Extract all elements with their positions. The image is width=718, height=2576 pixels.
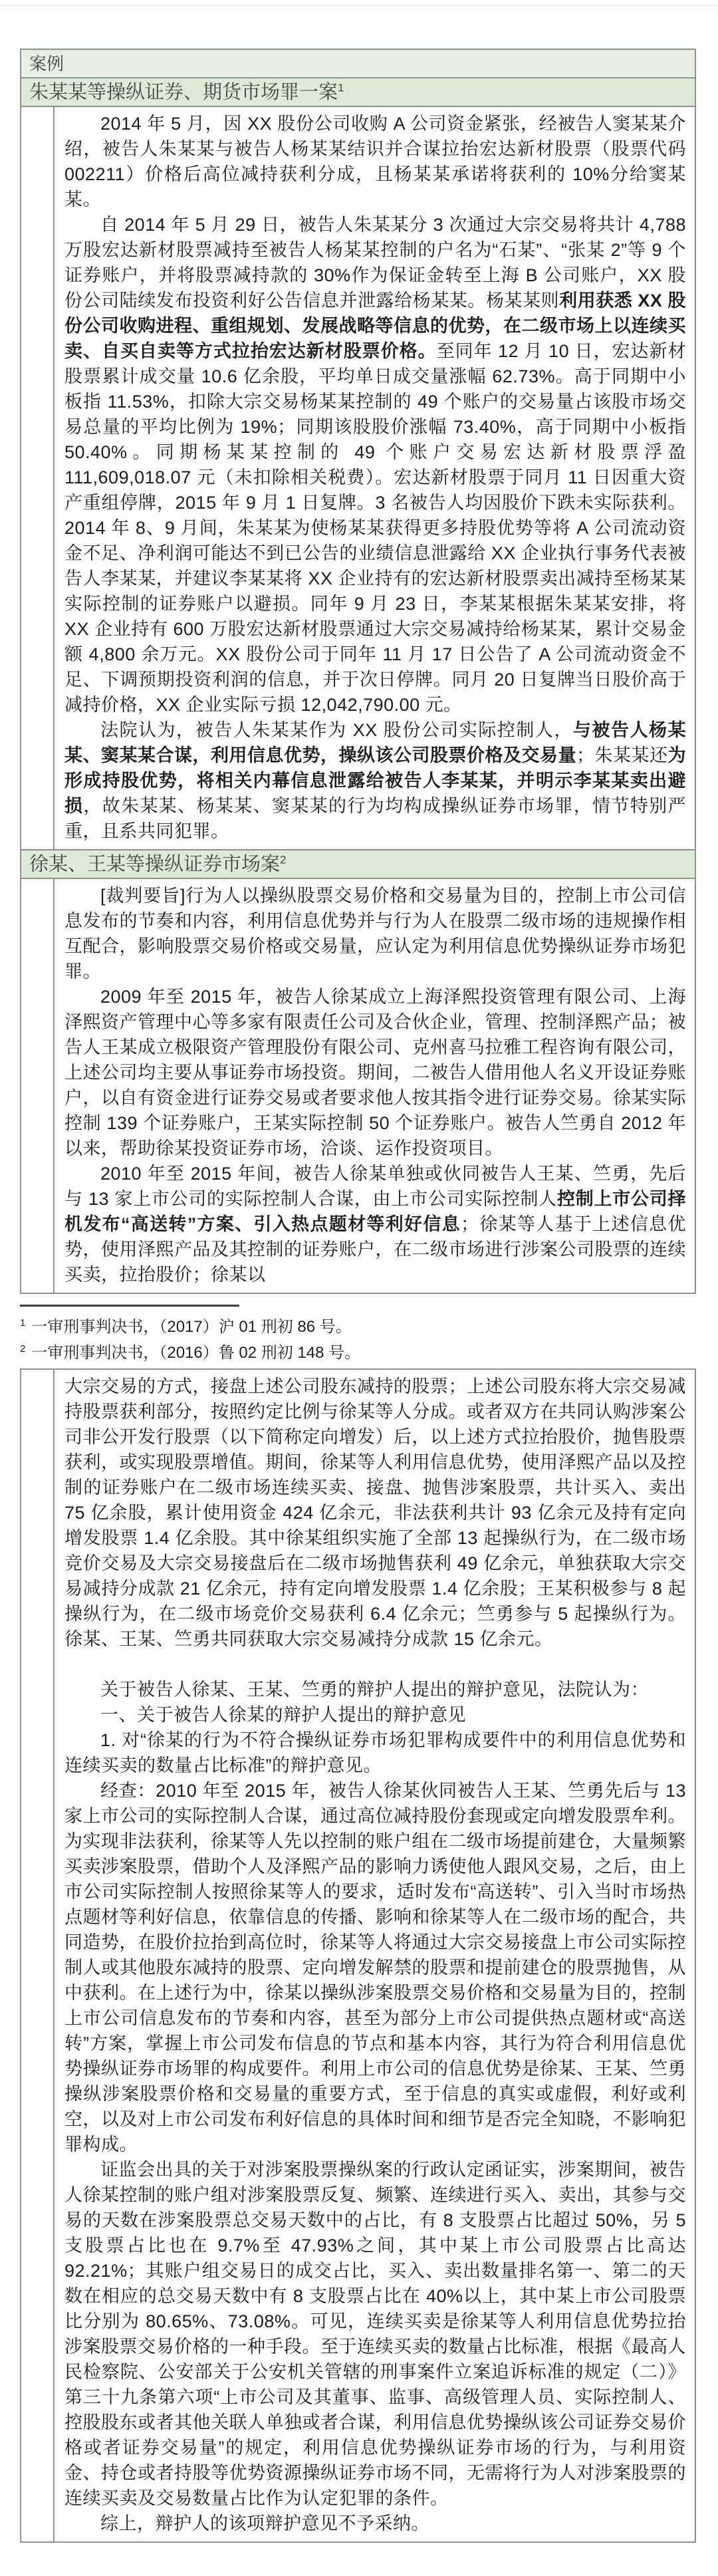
continuation-body-row [21,1370,695,2541]
emphasis-text: 为形成持股优势，将相关内幕信息泄露给被告人李某某，并明示李某某卖出避损 [64,745,686,816]
continuation-table [20,1368,696,2543]
paragraph [64,1778,686,2157]
footnote-1 [20,1312,696,1338]
paragraph [64,2157,686,2511]
body-text: 关于被告人徐某、王某、竺勇的辩护人提出的辩护意见，法院认为： [100,1680,649,1700]
case1-body-row [21,106,695,849]
case1-title-row [21,77,695,106]
paragraph [64,1702,686,1728]
paragraph [64,883,686,984]
footnote-2-text: 一审刑事判决书，（2016）鲁 02 刑初 148 号。 [31,1344,361,1362]
page-top-edge [0,5,718,6]
case2-title-row [21,849,695,878]
body-text: 2009 年至 2015 年，被告人徐某成立上海泽熙投资管理有限公司、上海泽熙资产管理中心等多家有限责任公司及合伙企业，管理、控制泽熙产品；被告人王某成立极限资产管理股份有限公司、克州喜马拉雅工程咨询有限公司，上述公司均主要从事证券市场投资。期间，二被告人借用他人名义开设证券账户，以自有资金进行证券交易或者要求他人按其指令进行证券交易。徐某实际控制 139 个证券账户，王某实际控制 50 个证券账户。被告人竺勇自 2012 年以来，帮助徐某投资证券市场，洽谈、运作投资项目。 [64,987,686,1158]
paragraph [64,1161,686,1287]
body-text: 自 2014 年 5 月 29 日，被告人朱某某分 3 次通过大宗交易将共计 4,788 万股宏达新材股票减持至被告人杨某某控制的户名为“石某”、“张某 2”等 9 个证券账户，并将股票减持款的 30%作为保证金转至上海 B 公司账户，XX 股份公司陆续发布投资利好公告信息并泄露给杨某某。杨某某则 [64,215,686,311]
body-text: [裁判要旨]行为人以操纵股票交易价格和交易量为目的，控制上市公司信息发布的节奏和内容，利用信息优势并与行为人在股票二级市场的违规操作相互配合，影响股票交易价格或交易量，应认定为利用信息优势操纵证券市场犯罪。 [64,886,686,981]
body-text: ；徐某等人基于上述信息优势，使用泽熙产品及其控制的证券账户，在二级市场进行涉案公司股票的连续买卖，拉抬股价；徐某以 [64,1214,686,1285]
case2-body-text [55,879,695,1293]
body-text: 一、关于被告人徐某的辩护人提出的辩护意见 [100,1705,466,1725]
body-text: ，故朱某某、杨某某、窦某某的行为均构成操纵证券市场罪，情节特别严重，且系共同犯罪。 [64,796,686,841]
body-text: 法院认为，被告人朱某某作为 XX 股份公司实际控制人， [100,720,573,740]
body-text: 至同年 12 月 10 日，宏达新材股票累计成交量 10.6 亿余股，平均单日成交量涨幅 62.73%。高于同期中小板指 11.53%，扣除大宗交易杨某某控制的 49 个账户的交易量占该股市场交易总量的平均比例为 19%；同期该股股价涨幅 73.40%，高于同期中小板指 50.40%。同期杨某某控制的 49 个账户交易宏达新材股票浮盈 111,609,018.07 元（未扣除相关税费）。宏达新材股票于同月 11 日因重大资产重组停牌，2015 年 9 月 1 日复牌。3 名被告人均因股价下跌未实际获利。2014 年 8、9 月间，朱某某为使杨某某获得更多持股优势等将 A 公司流动资金不足、净利润可能达不到已公告的业绩信息泄露给 XX 企业执行事务代表被告人李某某，并建议李某某将 XX 企业持有的宏达新材股票卖出减持至杨某某实际控制的证券账户以避损。同年 9 月 23 日，李某某根据朱某某安排，将 XX 企业持有 600 万股宏达新材股票通过大宗交易减持给杨某某，累计交易金额 4,800 余万元。XX 股份公司于同年 11 月 17 日公告了 A 公司流动资金不足、下调预期投资利润的信息，并于次日停牌。同月 20 日复牌当日股价高于减持价格，XX 企业实际亏损 12,042,790.00 元。 [64,341,686,715]
table-gutter-column [21,107,55,849]
paragraph [64,1728,686,1778]
footnote-1-text: 一审刑事判决书，（2017）沪 01 刑初 86 号。 [31,1318,352,1336]
paragraph [64,1374,686,1652]
emphasis-text: 利用获悉 XX 股份公司收购进程、重组规划、发展战略等信息的优势，在二级市场上以连续买卖、自买自卖等方式拉抬宏达新材股票价格。 [64,291,686,361]
body-text: 综上，辩护人的该项辩护意见不予采纳。 [100,2513,429,2533]
case2-body-row [21,878,695,1293]
paragraph [64,984,686,1161]
case-table [20,49,696,1294]
body-text: 证监会出具的关于对涉案股票操纵案的行政认定函证实，涉案期间，被告人徐某控制的账户组对涉案股票反复、频繁、连续进行买入、卖出，其参与交易的天数在涉案股票总交易天数中的占比，有 8 支股票占比超过 50%，另 5 支股票占比也在 9.7%至 47.93%之间，其中某上市公司股票占比高达 92.21%；其账户组交易日的成交占比，买入、卖出数量排名第一、第二的天数在相应的总交易天数中有 8 支股票占比在 40%以上，其中某上市公司股票比分别为 80.65%、73.08%。可见，连续买卖是徐某等人利用信息优势拉抬涉案股票交易价格的一种手段。至于连续买卖的数量占比标准，根据《最高人民检察院、公安部关于公安机关管辖的刑事案件立案追诉标准的规定（二）》第三十九条第六项“上市公司及其董事、监事、高级管理人员、实际控制人、控股股东或者其他关联人单独或者合谋，利用信息优势操纵该公司证券交易价格或者证券交易量”的规定，利用信息优势操纵证券市场的行为，与利用资金、持仓或者持股等优势资源操纵证券市场不同，无需将行为人对涉案股票的连续买卖及交易数量占比作为认定犯罪的条件。 [64,2160,686,2508]
case1-footnote-marker: 1 [338,81,344,94]
body-text: 大宗交易的方式，接盘上述公司股东减持的股票；上述公司股东将大宗交易减持股票获利部分，按照约定比例与徐某等人分成。或者双方在共同认购涉案公司非公开发行股票（以下简称定向增发）后，以上述方式拉抬股价，抛售股票获利，或实现股票增值。期间，徐某等人利用信息优势，使用泽熙产品以及控制的证券账户在二级市场连续买卖、接盘、抛售涉案股票，共计买入、卖出 75 亿余股，累计使用资金 424 亿余元，非法获利共计 93 亿余元及持有定向增发股票 1.4 亿余股。其中徐某组织实施了全部 13 起操纵行为，在二级市场竞价交易及大宗交易接盘后在二级市场抛售获利 49 亿余元，单独获取大宗交易减持分成款 21 亿余元，持有定向增发股票 1.4 亿余股；王某积极参与 8 起操纵行为，在二级市场竞价交易获利 6.4 亿余元；竺勇参与 5 起操纵行为。徐某、王某、竺勇共同获取大宗交易减持分成款 15 亿余元。 [64,1376,686,1649]
table-gutter-column [21,1370,55,2541]
continuation-body-text [55,1370,695,2541]
footnote-2-marker: 2 [20,1343,26,1354]
case1-body-text [55,107,695,849]
footnotes-section [20,1294,696,1366]
case1-title: 朱某某等操纵证券、期货市场罪一案 [29,82,338,103]
paragraph [64,2511,686,2536]
paragraph [64,111,686,212]
paragraph [64,212,686,717]
body-text: 经查：2010 年至 2015 年，被告人徐某伙同被告人王某、竺勇先后与 13 家上市公司的实际控制人合谋，通过高位减持股份套现或定向增发股票牟利。为实现非法获利，徐某等人先以控制的账户组在二级市场提前建仓，大量频繁买卖涉案股票，借助个人及泽熙产品的影响力诱使他人跟风交易，之后，由上市公司实际控制人按照徐某等人的要求，适时发布“高送转”、引入当时市场热点题材等利好信息，依靠信息的传播、影响和徐某等人在二级市场的配合，共同造势，在股价拉抬到高位时，徐某等人将通过大宗交易接盘上市公司实际控制人或其他股东减持的股票、定向增发解禁的股票和提前建仓的股票抛售，从中获利。在上述行为中，徐某以操纵涉案股票交易价格和交易量为目的，控制上市公司信息发布的节奏和内容，甚至为部分上市公司提供热点题材或“高送转”方案，掌握上市公司发布信息的节点和基本内容，其行为符合利用信息优势操纵证券市场罪的构成要件。利用上市公司的信息优势是徐某、王某、竺勇操纵涉案股票价格和交易量的重要方式，至于信息的真实或虚假，利好或利空，以及对上市公司发布利好信息的具体时间和细节是否完全知晓，不影响犯罪构成。 [64,1781,686,2154]
case2-title: 徐某、王某等操纵证券市场案 [29,854,281,875]
table-header-label: 案例 [29,54,64,74]
body-text: 1. 对“徐某的行为不符合操纵证券市场犯罪构成要件中的利用信息优势和连续买卖的数量占比标准”的辩护意见。 [64,1730,686,1775]
paragraph [64,717,686,844]
body-text: 2014 年 5 月，因 XX 股份公司收购 A 公司资金紧张，经被告人窦某某介绍，被告人朱某某与被告人杨某某结识并合谋拉抬宏达新材股票（股票代码 002211）价格后高位减持获利分成，且杨某某承诺将获利的 10%分给窦某某。 [64,114,686,209]
emphasis-text: 控制上市公司择机发布“高送转”方案、引入热点题材等利好信息 [64,1189,686,1234]
table-gutter-column [21,879,55,1293]
footnote-divider [20,1305,239,1307]
body-text: ；朱某某还 [576,745,668,765]
paragraph-spacer [64,1652,686,1677]
emphasis-text: 与被告人杨某某、窦某某合谋，利用信息优势，操纵该公司股票价格及交易量 [64,720,686,765]
footnote-2 [20,1338,696,1364]
paragraph [64,1677,686,1702]
body-text: 2010 年至 2015 年间，被告人徐某单独或伙同被告人王某、竺勇，先后与 13 家上市公司的实际控制人合谋，由上市公司实际控制人 [64,1164,686,1209]
case2-footnote-marker: 2 [280,853,287,866]
footnote-1-marker: 1 [20,1317,26,1329]
table-header-row [21,50,695,77]
